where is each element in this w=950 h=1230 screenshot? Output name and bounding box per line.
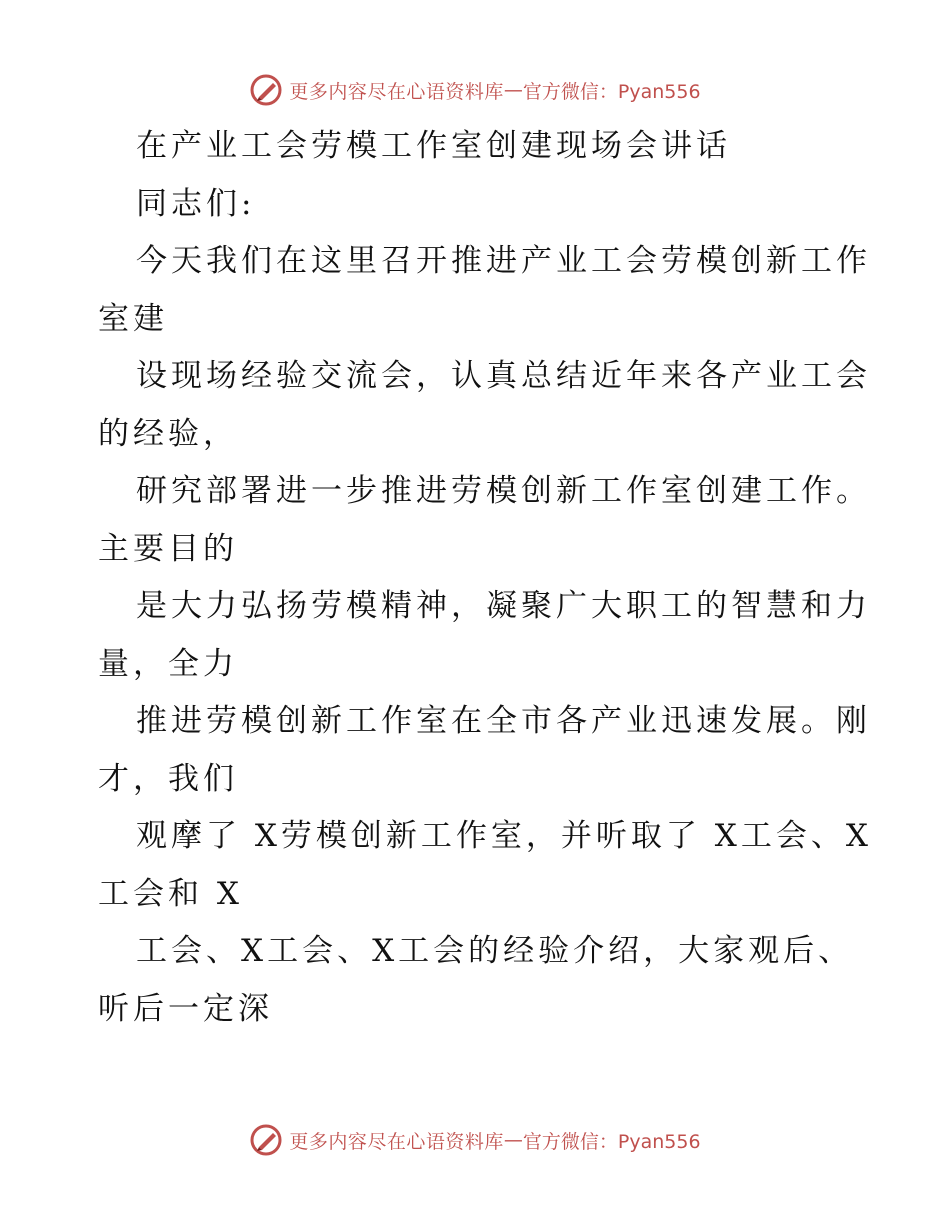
- paragraph-line: 观摩了 X劳模创新工作室，并听取了 X工会、X: [136, 818, 872, 854]
- paragraph-line: 工会和 X: [98, 875, 243, 912]
- watermark-text: 更多内容尽在心语资料库: [289, 80, 504, 103]
- pen-logo-icon: [249, 73, 283, 107]
- pen-logo-icon: [249, 1123, 283, 1157]
- watermark-text: 更多内容尽在心语资料库: [289, 1130, 504, 1153]
- paragraph-line: 工会、X工会、X工会的经验介绍，大家观后、: [136, 933, 854, 969]
- watermark-wechat: 官方微信：Pyan556: [522, 80, 701, 103]
- paragraph-line: 研究部署进一步推进劳模创新工作室创建工作。: [136, 473, 871, 509]
- paragraph-line: 听后一定深: [98, 990, 273, 1027]
- paragraph-line: 是大力弘扬劳模精神，凝聚广大职工的智慧和力: [136, 588, 871, 624]
- paragraph-line: 推进劳模创新工作室在全市各产业迅速发展。刚: [136, 703, 871, 739]
- paragraph-line: 量，全力: [98, 645, 238, 682]
- watermark-wechat: 官方微信：Pyan556: [522, 1130, 701, 1153]
- paragraph-line: 主要目的: [98, 530, 238, 567]
- document-body: [98, 118, 872, 1038]
- watermark-separator: —: [503, 1129, 523, 1151]
- paragraph-line: 的经验，: [98, 415, 238, 452]
- document-title: 在产业工会劳模工作室创建现场会讲话: [136, 128, 731, 164]
- footer-watermark: [0, 1120, 950, 1160]
- paragraph-line: 今天我们在这里召开推进产业工会劳模创新工作: [136, 243, 871, 279]
- salutation: 同志们:: [136, 185, 256, 222]
- paragraph-line: 设现场经验交流会，认真总结近年来各产业工会: [136, 358, 871, 394]
- watermark-separator: —: [503, 79, 523, 101]
- header-watermark: [0, 70, 950, 110]
- paragraph-line: 室建: [98, 300, 168, 337]
- paragraph-line: 才，我们: [98, 760, 238, 797]
